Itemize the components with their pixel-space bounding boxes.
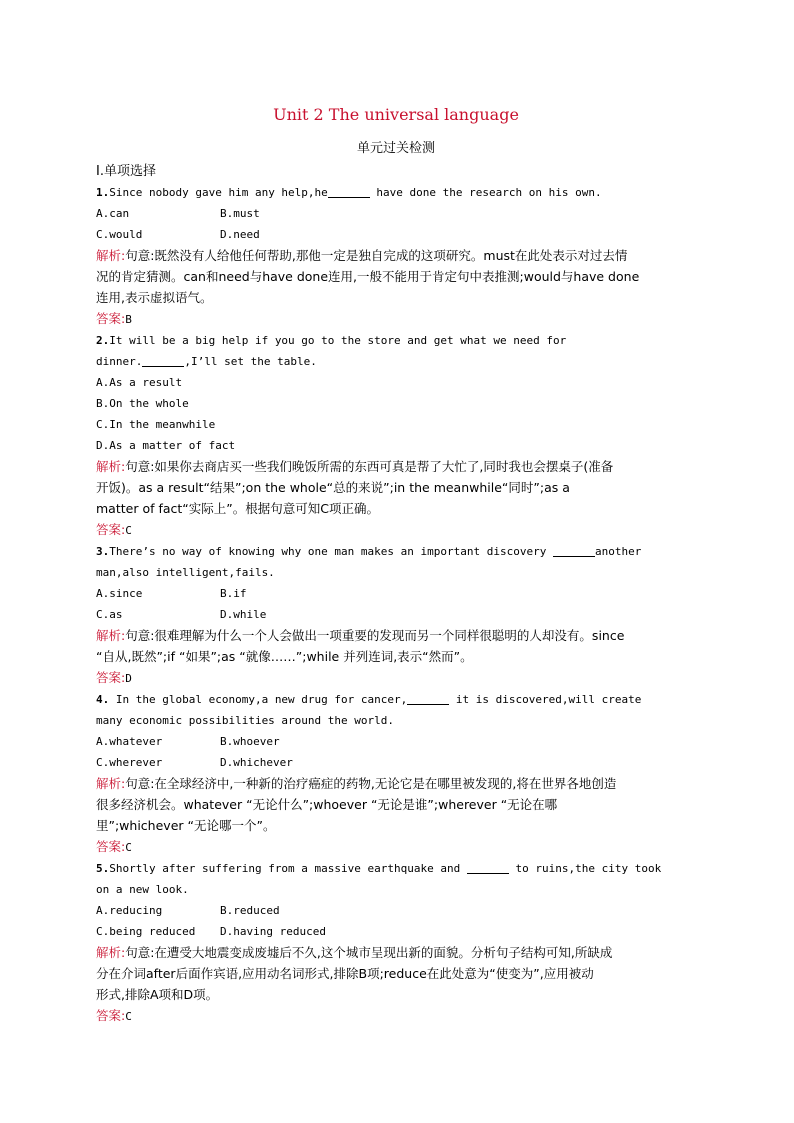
explanation-line: 很多经济机会。whatever “无论什么”;whoever “无论是谁”;wherever “无论在哪: [96, 797, 558, 812]
explanation-label: 解析:: [96, 628, 126, 643]
option-row: [96, 203, 696, 224]
answer-blank: [407, 692, 449, 705]
answer-blank: [553, 544, 595, 557]
explanation: 解析:句意:很难理解为什么一个人会做出一项重要的发现而另一个同样很聪明的人却没有。since: [96, 628, 625, 643]
explanation-label: 解析:: [96, 248, 126, 263]
explanation-line: 开饭)。as a result“结果”;on the whole“总的来说”;in the meanwhile“同时”;as a: [96, 480, 570, 495]
answer-label: 答案:: [96, 1008, 126, 1023]
option-row: [96, 224, 696, 245]
option-b: B.if: [220, 587, 247, 600]
explanation-label: 解析:: [96, 776, 126, 791]
option-a: A.reducing: [96, 904, 163, 917]
option-c: C.wherever: [96, 756, 163, 769]
option-d: D.As a matter of fact: [96, 439, 236, 452]
option-b: B.reduced: [220, 904, 280, 917]
answer-label: 答案:: [96, 839, 126, 854]
option-b: B.must: [220, 207, 260, 220]
option-b: B.whoever: [220, 735, 280, 748]
question-stem-continued: many economic possibilities around the world.: [96, 714, 395, 727]
question-stem: 2.It will be a big help if you go to the store and get what we need for: [96, 334, 567, 347]
answer: [96, 1005, 696, 1027]
explanation: 解析:句意:如果你去商店买一些我们晚饭所需的东西可真是帮了大忙了,同时我也会摆桌子(准备: [96, 459, 614, 474]
option-a: A.can: [96, 207, 130, 220]
answer: [96, 667, 696, 689]
question-3: [96, 541, 696, 689]
option-row: [96, 604, 696, 625]
explanation-line: 况的肯定猜测。can和need与have done连用,一般不能用于肯定句中表推测;would与have done: [96, 269, 640, 284]
question-stem: 3.There’s no way of knowing why one man makes an important discovery another: [96, 545, 642, 558]
option-c: C.as: [96, 608, 123, 621]
explanation-label: 解析:: [96, 945, 126, 960]
option-c: C.would: [96, 228, 143, 241]
answer-value: D: [125, 672, 132, 685]
option-row: [96, 731, 696, 752]
option-a: A.As a result: [96, 376, 183, 389]
answer-blank: [467, 861, 509, 874]
option-c: C.being reduced: [96, 925, 196, 938]
option-b: B.On the whole: [96, 397, 189, 410]
answer-label: 答案:: [96, 311, 126, 326]
answer-value: C: [125, 1010, 132, 1023]
question-stem: 4. In the global economy,a new drug for cancer, it is discovered,will create: [96, 693, 642, 706]
question-5: [96, 858, 696, 1027]
explanation-line: 形式,排除A项和D项。: [96, 987, 219, 1002]
explanation-line: “自从,既然”;if “如果”;as “就像……”;while 并列连词,表示“然而”。: [96, 649, 473, 664]
option-d: D.while: [220, 608, 267, 621]
question-4: [96, 689, 696, 858]
option-c: C.In the meanwhile: [96, 418, 216, 431]
answer-value: C: [125, 524, 132, 537]
answer-blank: [142, 354, 184, 367]
answer: [96, 519, 696, 541]
question-2: [96, 330, 696, 541]
question-stem-continued: man,also intelligent,fails.: [96, 566, 275, 579]
option-d: D.whichever: [220, 756, 293, 769]
explanation-line: 里”;whichever “无论哪一个”。: [96, 818, 276, 833]
document-content: [96, 103, 696, 1027]
option-a: A.since: [96, 587, 143, 600]
option-row: [96, 752, 696, 773]
explanation: 解析:句意:在遭受大地震变成废墟后不久,这个城市呈现出新的面貌。分析句子结构可知,所缺成: [96, 945, 613, 960]
answer-value: B: [125, 313, 132, 326]
question-1: [96, 182, 696, 330]
answer: [96, 836, 696, 858]
answer-label: 答案:: [96, 670, 126, 685]
answer: [96, 308, 696, 330]
explanation-line: matter of fact“实际上”。根据句意可知C项正确。: [96, 501, 379, 516]
option-row: [96, 921, 696, 942]
document-subtitle: 单元过关检测: [356, 141, 435, 156]
explanation-line: 分在介词after后面作宾语,应用动名词形式,排除B项;reduce在此处意为“使变为”,应用被动: [96, 966, 594, 981]
question-stem: 1.Since nobody gave him any help,he have done the research on his own.: [96, 186, 602, 199]
explanation: 解析:句意:在全球经济中,一种新的治疗癌症的药物,无论它是在哪里被发现的,将在世界各地创造: [96, 776, 617, 791]
answer-value: C: [125, 841, 132, 854]
document-title: Unit 2 The universal language: [273, 105, 519, 124]
section-heading: Ⅰ.单项选择: [96, 164, 156, 179]
answer-blank: [328, 185, 370, 198]
option-row: [96, 900, 696, 921]
option-a: A.whatever: [96, 735, 163, 748]
answer-label: 答案:: [96, 522, 126, 537]
question-stem: 5.Shortly after suffering from a massive earthquake and to ruins,the city took: [96, 862, 662, 875]
explanation-line: 连用,表示虚拟语气。: [96, 290, 213, 305]
option-d: D.need: [220, 228, 260, 241]
question-stem-continued: on a new look.: [96, 883, 189, 896]
explanation-label: 解析:: [96, 459, 126, 474]
option-d: D.having reduced: [220, 925, 326, 938]
option-row: [96, 583, 696, 604]
explanation: 解析:句意:既然没有人给他任何帮助,那他一定是独自完成的这项研究。must在此处表示对过去情: [96, 248, 628, 263]
question-stem-continued: dinner. ,I’ll set the table.: [96, 355, 317, 368]
